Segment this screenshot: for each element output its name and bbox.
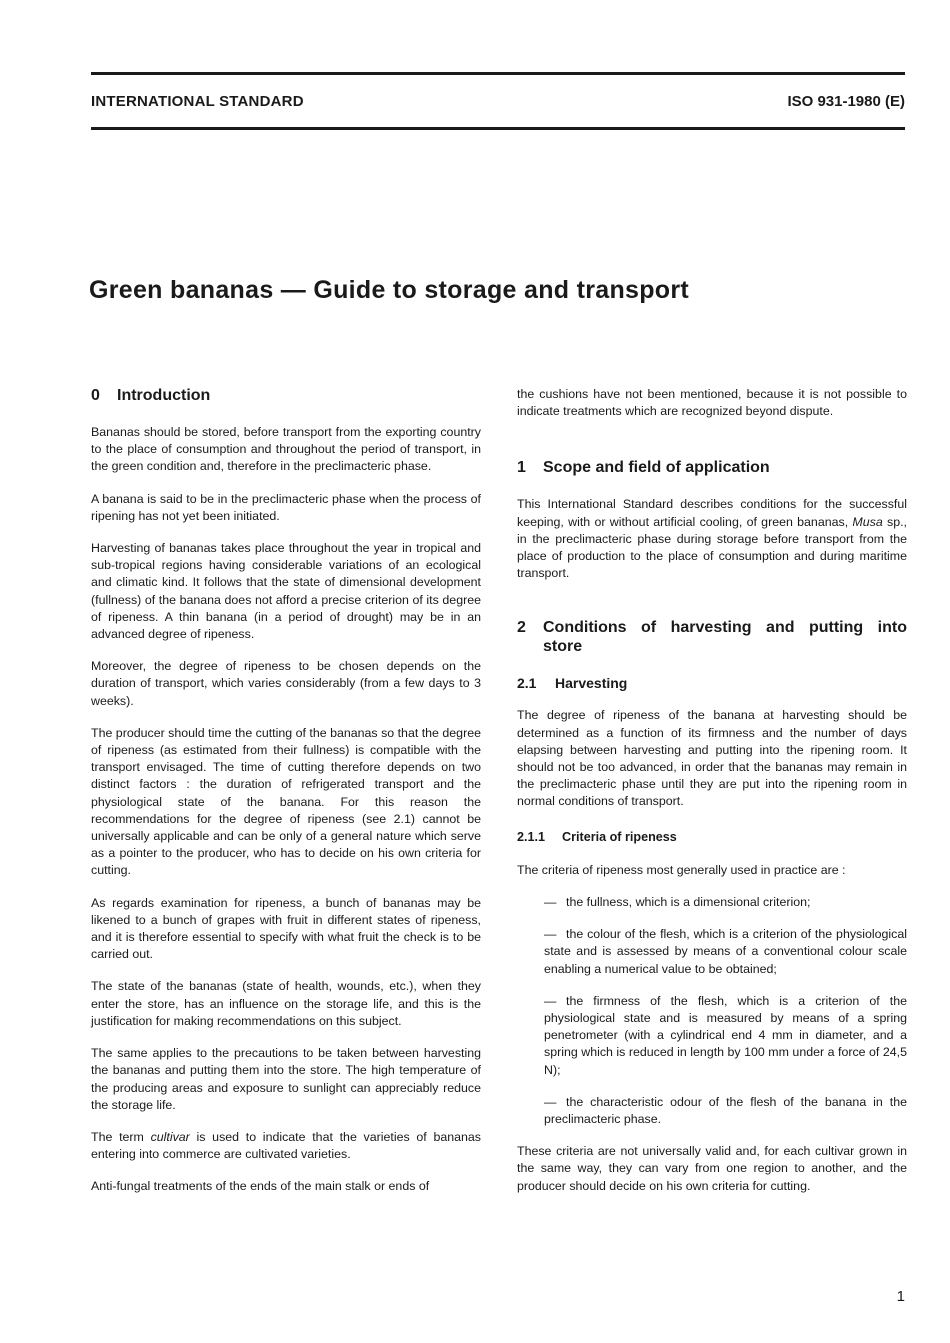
dash-bullet: —: [544, 993, 557, 1008]
cultivar-paragraph: [91, 1129, 481, 1163]
list-item-text: the firmness of the flesh, which is a criterion of the physiological state and is measured by means of a spring penetrometer (with a cylindrical end 4 mm in diameter, and a spring which is reduced in length by 100 mm under a force of 24,5 N);: [544, 993, 907, 1077]
intro-paragraph: Bananas should be stored, before transport from the exporting country to the place of consumption and throughout the period of transport, in the green condition and, therefore in the preclimacteric phase.: [91, 425, 481, 474]
criteria-list-item: [544, 993, 907, 1079]
criteria-list-item: [544, 1094, 907, 1128]
intro-paragraph: A banana is said to be in the preclimacteric phase when the process of ripening has not yet been initiated.: [91, 491, 481, 523]
right-column: [517, 386, 907, 1210]
intro-paragraph: The producer should time the cutting of the bananas so that the degree of ripeness (as estimated from their fullness) is compatible with the transport envisaged. The time of cutting therefore depends on two distinct factors : the duration of refrigerated transport and the physiological state of the banana. For this reason the recommendations for the degree of ripeness (see 2.1) cannot be universally applicable and can be only of a general nature which serve as a pointer to the producer, who has to decide on his own criteria for cutting.: [91, 725, 481, 878]
genus-name: Musa: [852, 514, 883, 529]
subsubsection-heading-criteria: [517, 829, 907, 846]
intro-paragraph: As regards examination for ripeness, a bunch of bananas may be likened to a bunch of grapes with fruit in different states of ripeness, and it is therefore essential to specify with what fruit the check is to be carried out.: [91, 895, 481, 962]
dash-bullet: —: [544, 927, 557, 942]
text-run: is used to indicate that the varieties of bananas entering into commerce are cultivated varieties.: [91, 1129, 481, 1162]
dash-bullet: —: [544, 895, 557, 910]
document-title: Green bananas — Guide to storage and transport: [89, 276, 690, 304]
section-title: Conditions of harvesting and putting into store: [543, 619, 907, 656]
criteria-list-item: [544, 926, 907, 978]
intro-paragraph: The state of the bananas (state of health, wounds, etc.), when they enter the store, has an influence on the storage life, and this is the justification for making recommendations on this subject.: [91, 979, 481, 1028]
left-column: [91, 386, 481, 1211]
section-number: 1: [517, 459, 526, 477]
criteria-intro: The criteria of ripeness most generally used in practice are :: [517, 862, 846, 877]
header-bottom-rule: [91, 127, 905, 130]
criteria-list-item: [544, 894, 907, 911]
subsubsection-number: 2.1.1: [517, 829, 546, 844]
section-number: 2: [517, 619, 526, 637]
section-heading-introduction: [91, 386, 481, 405]
intro-paragraph: The same applies to the precautions to be taken between harvesting the bananas and putting them into the store. The high temperature of the producing areas and exposure to sunlight can appreciably reduce the storage life.: [91, 1046, 481, 1112]
text-run: This International Standard describes conditions for the successful keeping, with or without artificial cooling, of green bananas,: [517, 497, 907, 529]
dash-bullet: —: [544, 1094, 557, 1109]
page-number: 1: [896, 1288, 905, 1305]
subsubsection-title: Criteria of ripeness: [562, 829, 677, 844]
subsection-number: 2.1: [517, 675, 537, 692]
criteria-closing-paragraph: These criteria are not universally valid and, for each cultivar grown in the same way, they can vary from one region to another, and the producer should decide on his own criteria for cutting.: [517, 1144, 907, 1193]
list-item-text: the colour of the flesh, which is a criterion of the physiological state and is assessed by means of a conventional colour scale enabling a numerical value to be obtained;: [544, 927, 907, 976]
antifungal-paragraph-start: Anti-fungal treatments of the ends of the main stalk or ends of: [91, 1179, 430, 1194]
section-title: Scope and field of application: [543, 459, 770, 477]
intro-paragraph: Harvesting of bananas takes place throughout the year in tropical and sub-tropical regions having considerable variations of an ecological and climatic kind. It follows that the state of dimensional development (fullness) of the banana does not afford a precise criterion of its degree of ripeness. A thin banana (in a period of drought) may be in an advanced degree of ripeness.: [91, 541, 481, 642]
section-number: 0: [91, 387, 100, 404]
text-run: sp., in the preclimacteric phase during storage before transport from the place of production to the place of consumption and during maritime transport.: [517, 514, 907, 581]
section-heading-conditions: [517, 618, 907, 656]
antifungal-paragraph-continued: the cushions have not been mentioned, because it is not possible to indicate treatments which are recognized beyond dispute.: [517, 387, 907, 419]
header-top-rule: [91, 72, 905, 75]
section-heading-scope: [517, 458, 907, 477]
list-item-text: the characteristic odour of the flesh of the banana in the preclimacteric phase.: [544, 1094, 907, 1127]
list-item-text: the fullness, which is a dimensional criterion;: [566, 895, 811, 910]
subsection-heading-harvesting: [517, 675, 907, 692]
intro-paragraph: Moreover, the degree of ripeness to be chosen depends on the duration of transport, which varies considerably (from a few days to 3 weeks).: [91, 659, 481, 708]
cultivar-term: cultivar: [150, 1129, 190, 1144]
document-type-label: INTERNATIONAL STANDARD: [91, 93, 304, 110]
scope-paragraph: [517, 496, 907, 582]
section-title: Introduction: [117, 387, 211, 404]
subsection-title: Harvesting: [555, 675, 628, 692]
harvesting-paragraph: The degree of ripeness of the banana at harvesting should be determined as a function of its firmness and the number of days elapsing between harvesting and putting into the ripening room. It should not be too advanced, in order that the bananas may remain in the preclimacteric phase until they are put into the ripening room in normal conditions of transport.: [517, 708, 907, 809]
text-run: The term: [91, 1129, 151, 1144]
standard-number: ISO 931-1980 (E): [787, 93, 905, 110]
